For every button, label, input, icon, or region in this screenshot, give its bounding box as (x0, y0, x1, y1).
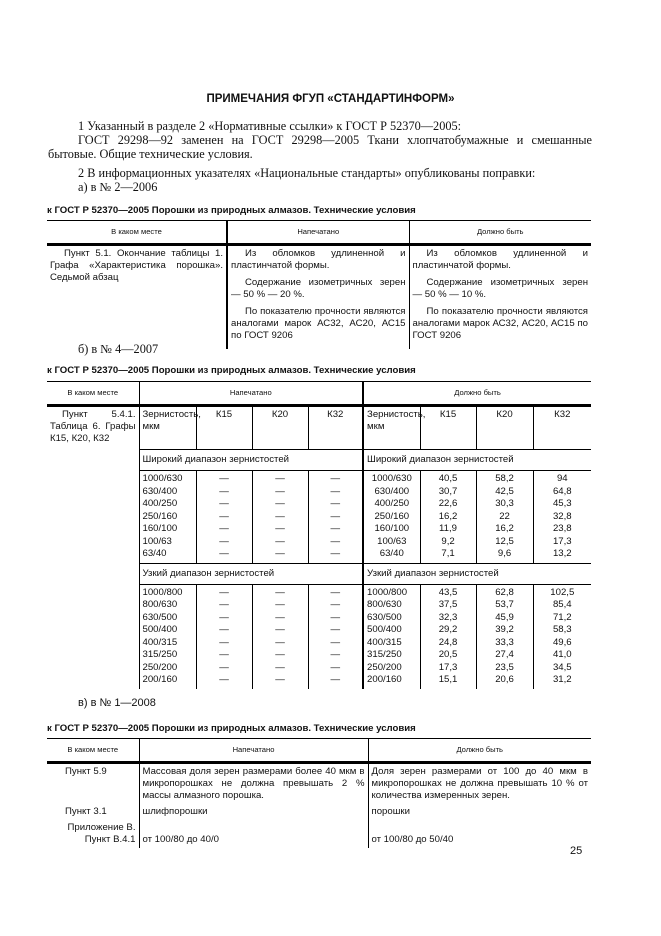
printed-к20-value: — (275, 599, 285, 610)
printed-к20-value: — (275, 674, 285, 685)
should-value (420, 584, 476, 689)
printed-grain-value: 400/315 (142, 636, 178, 648)
should-grain-value: 200/160 (367, 674, 402, 685)
should-grain (363, 584, 420, 689)
should-value-value: 34,5 (552, 661, 572, 673)
table-b (47, 381, 591, 689)
printed-к32 (308, 471, 363, 564)
cell-should: порошки (368, 804, 591, 820)
printed-к32-value: — (330, 473, 341, 484)
printed-grain-value: 250/200 (142, 661, 178, 673)
header-where: В каком месте (47, 221, 227, 245)
header-should: Должно быть (363, 382, 591, 406)
printed-к32-value: — (330, 586, 341, 598)
should-value-value: 58,2 (495, 473, 514, 484)
should-value-value: 32,8 (552, 510, 572, 522)
note-1-line1: 1 Указанный в разделе 2 «Нормативные ссылки» к ГОСТ Р 52370—2005: (78, 119, 462, 133)
cell-should: от 100/80 до 50/40 (368, 820, 591, 848)
printed-grain (139, 471, 196, 564)
narrow-range-label: Узкий диапазон зернистостей (363, 563, 591, 584)
should-value (476, 584, 533, 689)
printed-к15-value: — (219, 535, 229, 547)
note-1 (48, 119, 592, 161)
wide-range-label: Широкий диапазон зернистостей (139, 450, 363, 471)
printed-к15-value: — (219, 523, 229, 534)
printed-к15-value: — (219, 485, 229, 497)
cell-printed: от 100/80 до 40/0 (139, 820, 368, 848)
should-value-value: 12,5 (495, 535, 514, 547)
should-value-value: 43,5 (438, 586, 458, 598)
cell-printed: Массовая доля зерен размерами более 40 мкм в микропорошках не должна превышать 2 % массы алмазного порошка. (139, 763, 368, 805)
should-grain-value: 1000/800 (367, 586, 408, 598)
printed-к32-value: — (330, 649, 341, 660)
printed-к20-value: — (275, 498, 285, 509)
printed-к32-value: — (330, 636, 341, 648)
header-where: В каком месте (47, 739, 139, 763)
printed-к32-value: — (330, 523, 341, 534)
narrow-range-label: Узкий диапазон зернистостей (139, 563, 363, 584)
note-1-line2: ГОСТ 29298—92 заменен на ГОСТ 29298—2005 Ткани хлопчатобумажные и смешанные бытовые. Общие технические условия. (48, 133, 592, 161)
cell-where: Пункт 5.9 (65, 766, 107, 777)
printed-к32-value: — (330, 548, 341, 559)
should-grain-value: 400/250 (374, 498, 410, 509)
should-value-value: 13,2 (552, 548, 572, 559)
printed-к20-value: — (275, 548, 285, 559)
should-value (533, 471, 591, 564)
col-k15: К15 (196, 406, 252, 450)
should-p1: Из обломков удлиненной и пластинчатой формы. (412, 248, 588, 271)
should-p2: Содержание изометричных зерен — 50 % — 10 %. (412, 277, 588, 300)
printed-к20-value: — (275, 485, 285, 497)
col-k15: К15 (420, 406, 476, 450)
cell-printed (227, 245, 409, 350)
note-2-b: б) в № 4—2007 (78, 342, 159, 356)
cell-should (409, 245, 591, 350)
should-value-value: 40,5 (438, 473, 458, 484)
printed-grain-value: 800/630 (142, 599, 178, 610)
should-value-value: 22,6 (438, 498, 458, 509)
should-grain-value: 315/250 (367, 649, 402, 660)
should-value-value: 33,3 (495, 636, 514, 648)
printed-p1: Из обломков удлиненной и пластинчатой формы. (231, 248, 406, 271)
cell-printed: шлифпорошки (139, 804, 368, 820)
should-value-value: 53,7 (495, 599, 514, 610)
printed-к20-value: — (275, 510, 285, 522)
should-grain-value: 63/40 (379, 548, 404, 559)
printed-grain (139, 584, 196, 689)
table-a-caption: к ГОСТ Р 52370—2005 Порошки из природных алмазов. Технические условия (47, 205, 416, 216)
printed-к20-value: — (275, 661, 285, 673)
printed-к15 (196, 584, 252, 689)
should-value-value: 9,2 (441, 535, 455, 547)
printed-к15-value: — (219, 624, 229, 635)
printed-grain-value: 315/250 (142, 649, 178, 660)
should-value-value: 42,5 (495, 485, 514, 497)
printed-grain-value: 63/40 (142, 548, 167, 559)
should-value-value: 24,8 (438, 636, 458, 648)
should-value-value: 49,6 (552, 636, 572, 648)
should-grain-value: 250/160 (374, 510, 410, 522)
should-value-value: 16,2 (495, 523, 514, 534)
printed-к15-value: — (219, 649, 229, 660)
should-value-value: 7,1 (441, 548, 455, 559)
printed-grain-value: 100/63 (142, 535, 172, 547)
should-value-value: 15,1 (438, 674, 458, 685)
col-k20: К20 (252, 406, 308, 450)
col-k20: К20 (476, 406, 533, 450)
page-number: 25 (570, 845, 583, 857)
printed-к15 (196, 471, 252, 564)
should-value-value: 31,2 (552, 674, 572, 685)
should-value-value: 16,2 (438, 510, 458, 522)
should-value (420, 471, 476, 564)
should-p3: По показателю прочности являются аналогами марок АС32, АС20, АС15 по ГОСТ 9206 (412, 306, 588, 341)
header-printed: Напечатано (139, 739, 368, 763)
note-2-a: а) в № 2—2006 (78, 180, 158, 194)
should-grain (363, 471, 420, 564)
printed-к15-value: — (219, 611, 229, 623)
col-k32: К32 (308, 406, 363, 450)
should-grain-value: 630/500 (367, 611, 402, 623)
table-c-caption: к ГОСТ Р 52370—2005 Порошки из природных алмазов. Технические условия (47, 723, 416, 734)
printed-к32-value: — (330, 674, 341, 685)
should-value (533, 584, 591, 689)
col-k32: К32 (533, 406, 591, 450)
printed-к32-value: — (330, 510, 341, 522)
table-b-caption: к ГОСТ Р 52370—2005 Порошки из природных алмазов. Технические условия (47, 365, 416, 376)
printed-к15-value: — (219, 661, 229, 673)
printed-к32-value: — (330, 661, 341, 673)
should-value-value: 20,5 (438, 649, 458, 660)
printed-к15-value: — (219, 548, 229, 559)
should-grain-value: 1000/630 (371, 473, 412, 484)
printed-к15-value: — (219, 636, 229, 648)
cell-where: Приложение В. Пункт В.4.1 (67, 822, 136, 845)
printed-к32-value: — (330, 485, 341, 497)
header-printed: Напечатано (227, 221, 409, 245)
printed-grain-value: 200/160 (142, 674, 178, 685)
printed-к20 (252, 471, 308, 564)
should-value-value: 94 (556, 473, 568, 484)
should-value-value: 37,5 (438, 599, 458, 610)
should-value-value: 17,3 (438, 661, 458, 673)
header-printed: Напечатано (139, 382, 363, 406)
printed-grain-value: 1000/800 (142, 586, 183, 598)
should-grain-value: 160/100 (374, 523, 410, 534)
printed-к15-value: — (219, 510, 229, 522)
should-grain-value: 400/315 (367, 636, 402, 648)
printed-к20-value: — (275, 649, 285, 660)
should-value-value: 71,2 (552, 611, 572, 623)
printed-к32-value: — (330, 498, 341, 509)
printed-к15-value: — (219, 599, 229, 610)
should-value-value: 23,8 (552, 523, 572, 534)
printed-к15-value: — (219, 674, 229, 685)
should-value-value: 17,3 (552, 535, 572, 547)
should-value-value: 11,9 (439, 523, 458, 534)
should-value (476, 471, 533, 564)
should-grain-value: 800/630 (367, 599, 402, 610)
should-value-value: 58,3 (552, 624, 572, 635)
printed-grain-value: 1000/630 (142, 473, 183, 484)
table-a (47, 220, 591, 349)
should-value-value: 45,3 (552, 498, 572, 509)
printed-к20-value: — (275, 636, 285, 648)
should-grain-value: 100/63 (377, 535, 407, 547)
should-grain-value: 250/200 (367, 661, 402, 673)
printed-к20-value: — (275, 473, 285, 484)
printed-к32-value: — (330, 624, 341, 635)
note-2-line1: 2 В информационных указателях «Национальные стандарты» опубликованы поправки: (78, 166, 536, 180)
printed-к20-value: — (275, 535, 285, 547)
printed-к20-value: — (275, 611, 285, 623)
printed-к20-value: — (275, 586, 285, 598)
should-value-value: 62,8 (495, 586, 514, 598)
should-grain-value: 630/400 (374, 485, 410, 497)
should-value-value: 23,5 (495, 661, 514, 673)
printed-к32-value: — (330, 599, 341, 610)
should-grain-value: 500/400 (367, 624, 402, 635)
should-value-value: 64,8 (552, 485, 572, 497)
page-title: ПРИМЕЧАНИЯ ФГУП «СТАНДАРТИНФОРМ» (206, 93, 455, 105)
note-2-v: в) в № 1—2008 (78, 697, 156, 709)
printed-к32 (308, 584, 363, 689)
printed-к20-value: — (275, 523, 285, 534)
cell-where: Пункт 5.1. Окончание таблицы 1. Графа «Характеристика порошка». Седьмой абзац (50, 248, 223, 283)
cell-should: Доля зерен размерами от 100 до 40 мкм в микропорошках не должна превышать 10 % от количества измеренных зерен. (368, 763, 591, 805)
printed-к32-value: — (330, 611, 341, 623)
printed-к20 (252, 584, 308, 689)
header-where: В каком месте (47, 382, 139, 406)
should-value-value: 32,3 (438, 611, 458, 623)
should-value-value: 41,0 (552, 649, 572, 660)
grain-header: Зернистость, мкм (139, 406, 196, 450)
should-value-value: 27,4 (495, 649, 514, 660)
should-value-value: 30,3 (495, 498, 514, 509)
printed-к15-value: — (219, 473, 229, 484)
grain-header: Зернистость, мкм (363, 406, 420, 450)
should-value-value: 85,4 (552, 599, 572, 610)
table-c (47, 738, 591, 848)
printed-grain-value: 400/250 (142, 498, 178, 509)
printed-p3: По показателю прочности являются аналогами марок АС32, АС20, АС15 по ГОСТ 9206 (231, 306, 406, 341)
printed-к32-value: — (330, 535, 341, 547)
should-value-value: 20,6 (495, 674, 514, 685)
wide-range-label: Широкий диапазон зернистостей (363, 450, 591, 471)
should-value-value: 30,7 (438, 485, 458, 497)
printed-к15-value: — (219, 586, 229, 598)
printed-к20-value: — (275, 624, 285, 635)
should-value-value: 29,2 (438, 624, 458, 635)
header-should: Должно быть (409, 221, 591, 245)
printed-grain-value: 630/500 (142, 611, 178, 623)
cell-where: Пункт 3.1 (65, 806, 107, 817)
printed-к15-value: — (219, 498, 229, 509)
printed-p2: Содержание изометричных зерен — 50 % — 20 %. (231, 277, 406, 300)
printed-grain-value: 250/160 (142, 510, 178, 522)
printed-grain-value: 500/400 (142, 624, 178, 635)
should-value-value: 9,6 (497, 548, 512, 559)
should-value-value: 22 (499, 510, 510, 522)
should-value-value: 102,5 (550, 586, 575, 598)
should-value-value: 45,9 (495, 611, 514, 623)
printed-grain-value: 160/100 (142, 523, 178, 534)
printed-grain-value: 630/400 (142, 485, 178, 497)
note-2 (48, 166, 592, 194)
header-should: Должно быть (368, 739, 591, 763)
should-value-value: 39,2 (495, 624, 514, 635)
cell-where: Пункт 5.4.1. Таблица 6. Графы К15, К20, К32 (50, 409, 136, 444)
